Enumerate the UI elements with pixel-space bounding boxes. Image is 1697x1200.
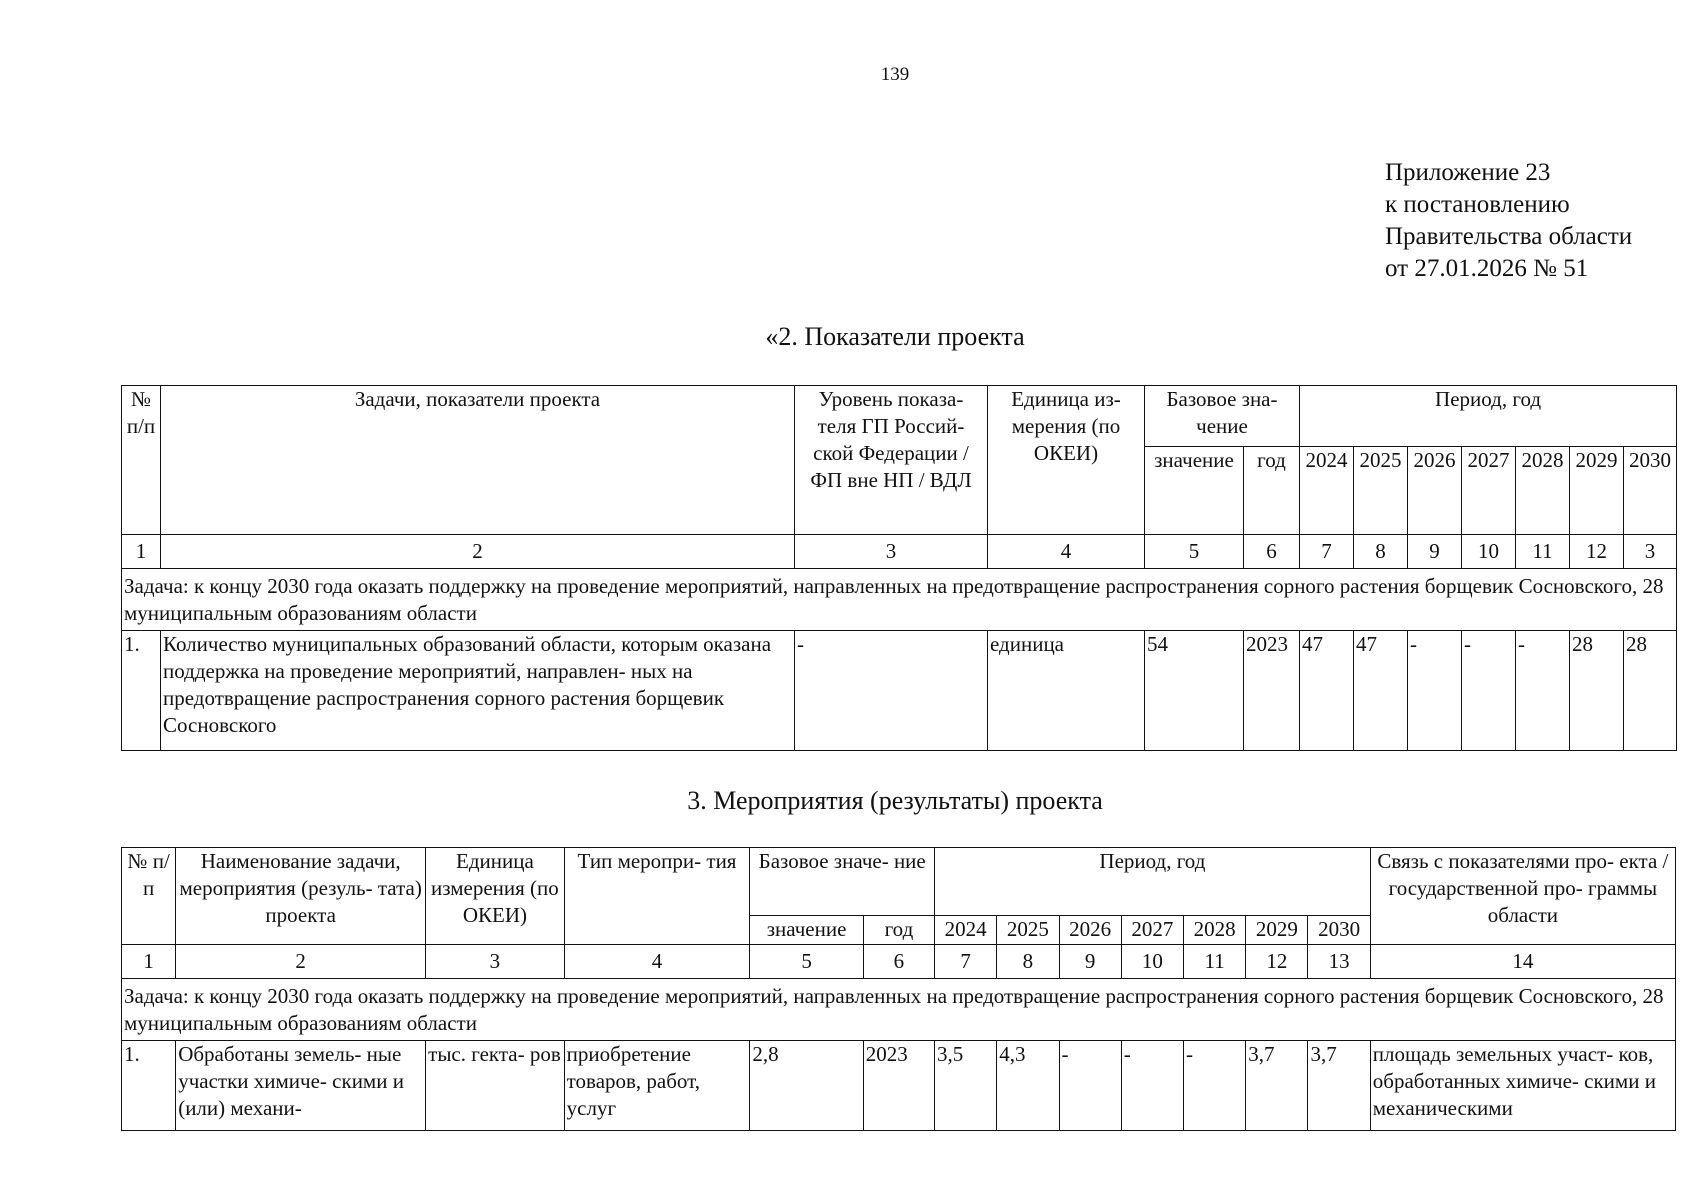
column-number: 10	[1462, 535, 1516, 569]
row-unit: единица	[988, 631, 1145, 751]
row-year-value: 47	[1354, 631, 1408, 751]
column-number: 5	[1145, 535, 1244, 569]
header-base-year: год	[863, 916, 934, 945]
column-number: 8	[997, 945, 1059, 979]
project-activities-table	[121, 847, 1676, 1131]
column-number: 9	[1059, 945, 1121, 979]
appendix-block	[1385, 157, 1632, 285]
row-year-value: -	[1462, 631, 1516, 751]
row-year-value: 47	[1300, 631, 1354, 751]
table-row	[122, 1041, 1676, 1131]
row-year-value: 3,7	[1308, 1041, 1370, 1131]
row-unit: тыс. гекта- ров	[426, 1041, 565, 1131]
task-row: Задача: к концу 2030 года оказать поддержку на проведение мероприятий, направленных на предотвращение распространения сорного растения борщевик Сосновского, 28 муниципальным образованиям области	[122, 979, 1676, 1041]
header-name: Наименование задачи, мероприятия (резуль- тата) проекта	[176, 848, 426, 945]
row-year-value: -	[1059, 1041, 1121, 1131]
header-tasks: Задачи, показатели проекта	[161, 386, 795, 535]
row-activity-name: Обработаны земель- ные участки химиче- скими и (или) механи-	[176, 1041, 426, 1131]
header-year: 2030	[1624, 447, 1677, 535]
table-row	[122, 631, 1677, 751]
header-period: Период, год	[1300, 386, 1677, 447]
column-number-row	[122, 535, 1677, 569]
header-year: 2028	[1516, 447, 1570, 535]
row-year-value: 3,7	[1246, 1041, 1308, 1131]
appendix-line-2: к постановлению	[1385, 191, 1570, 218]
column-number-row	[122, 945, 1676, 979]
row-level: -	[795, 631, 988, 751]
row-base-year: 2023	[1244, 631, 1300, 751]
column-number: 1	[122, 945, 176, 979]
row-num: 1.	[122, 1041, 176, 1131]
column-number: 3	[426, 945, 565, 979]
header-year: 2028	[1183, 916, 1245, 945]
header-level: Уровень показа- теля ГП Россий- ской Федерации / ФП вне НП / ВДЛ	[795, 386, 988, 535]
column-number: 7	[1300, 535, 1354, 569]
column-number: 10	[1121, 945, 1183, 979]
header-year: 2029	[1246, 916, 1308, 945]
section-2-title: «2. Показатели проекта	[765, 322, 1025, 351]
column-number: 6	[1244, 535, 1300, 569]
row-type: приобретение товаров, работ, услуг	[564, 1041, 750, 1131]
column-number: 3	[1624, 535, 1677, 569]
column-number: 11	[1516, 535, 1570, 569]
row-year-value: -	[1121, 1041, 1183, 1131]
column-number: 2	[161, 535, 795, 569]
project-indicators-table	[121, 385, 1677, 751]
row-year-value: -	[1516, 631, 1570, 751]
header-base-value: значение	[1145, 447, 1244, 535]
header-link: Связь с показателями про- екта / государственной про- граммы области	[1370, 848, 1675, 945]
page-number: 139	[880, 64, 910, 85]
appendix-line-3: Правительства области	[1385, 223, 1633, 250]
header-num: № п/п	[122, 386, 161, 535]
column-number: 1	[122, 535, 161, 569]
header-base-year: год	[1244, 447, 1300, 535]
column-number: 14	[1370, 945, 1675, 979]
header-year: 2024	[935, 916, 997, 945]
task-row: Задача: к концу 2030 года оказать поддержку на проведение мероприятий, направленных на предотвращение распространения сорного растения борщевик Сосновского, 28 муниципальным образованиям области	[122, 569, 1677, 631]
column-number: 12	[1246, 945, 1308, 979]
appendix-line-4: от 27.01.2026 № 51	[1385, 255, 1589, 282]
row-year-value: 4,3	[997, 1041, 1059, 1131]
header-unit: Единица измерения (по ОКЕИ)	[426, 848, 565, 945]
row-base-value: 54	[1145, 631, 1244, 751]
column-number: 13	[1308, 945, 1370, 979]
row-year-value: 28	[1624, 631, 1677, 751]
header-base-value: значение	[750, 916, 863, 945]
row-base-year: 2023	[863, 1041, 934, 1131]
section-3-title: 3. Мероприятия (результаты) проекта	[687, 786, 1103, 815]
column-number: 9	[1408, 535, 1462, 569]
row-year-value: -	[1408, 631, 1462, 751]
header-year: 2026	[1059, 916, 1121, 945]
header-year: 2027	[1462, 447, 1516, 535]
header-base: Базовое значе- ние	[750, 848, 935, 916]
row-year-value: -	[1183, 1041, 1245, 1131]
header-year: 2026	[1408, 447, 1462, 535]
header-num: № п/п	[122, 848, 176, 945]
column-number: 4	[564, 945, 750, 979]
header-type: Тип меропри- тия	[564, 848, 750, 945]
header-year: 2025	[1354, 447, 1408, 535]
appendix-line-1: Приложение 23	[1385, 159, 1551, 186]
header-year: 2030	[1308, 916, 1370, 945]
column-number: 2	[176, 945, 426, 979]
header-year: 2024	[1300, 447, 1354, 535]
column-number: 5	[750, 945, 863, 979]
column-number: 3	[795, 535, 988, 569]
header-year: 2027	[1121, 916, 1183, 945]
column-number: 7	[935, 945, 997, 979]
row-num: 1.	[122, 631, 161, 751]
header-unit: Единица из- мерения (по ОКЕИ)	[988, 386, 1145, 535]
row-year-value: 3,5	[935, 1041, 997, 1131]
header-period: Период, год	[935, 848, 1371, 916]
row-indicator-name: Количество муниципальных образований области, которым оказана поддержка на проведение мероприятий, направлен- ных на предотвращение распространения сорного растения борщевик Сосновского	[161, 631, 795, 751]
column-number: 11	[1183, 945, 1245, 979]
row-link: площадь земельных участ- ков, обработанных химиче- скими и механическими	[1370, 1041, 1675, 1131]
column-number: 8	[1354, 535, 1408, 569]
header-year: 2025	[997, 916, 1059, 945]
row-base-value: 2,8	[750, 1041, 863, 1131]
column-number: 12	[1570, 535, 1624, 569]
column-number: 4	[988, 535, 1145, 569]
header-year: 2029	[1570, 447, 1624, 535]
column-number: 6	[863, 945, 934, 979]
header-base: Базовое зна- чение	[1145, 386, 1300, 447]
row-year-value: 28	[1570, 631, 1624, 751]
